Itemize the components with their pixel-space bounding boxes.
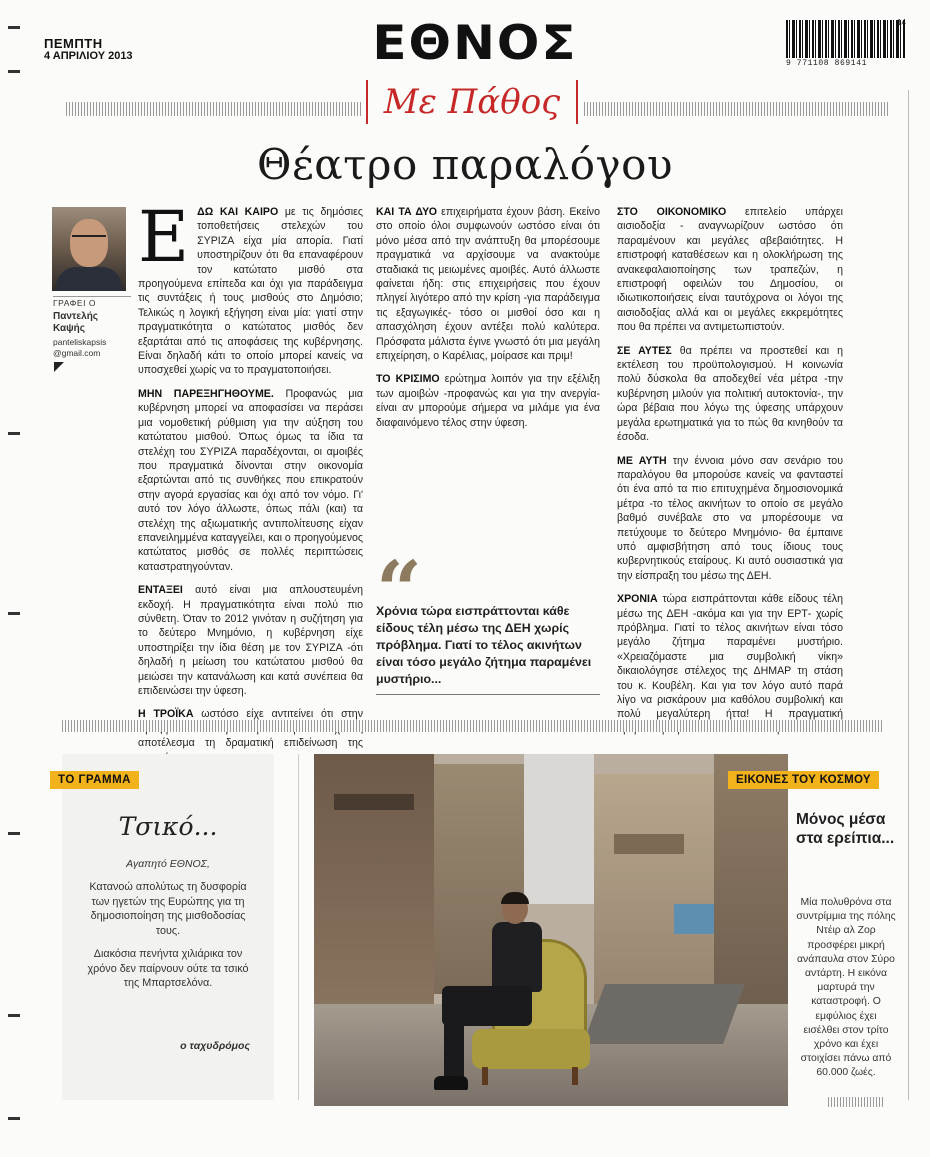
letter-greeting: Αγαπητό ΕΘΝΟΣ, [126, 858, 210, 870]
section-separator [62, 720, 882, 732]
paragraph-lead: Η ΤΡΟΪΚΑ [138, 708, 194, 721]
paragraph-lead: ΜΕ ΑΥΤΗ [617, 454, 667, 467]
author-photo [52, 207, 126, 291]
author-last-name: Καψής [53, 323, 85, 334]
author-face [70, 219, 108, 267]
paragraph-text: θα πρέπει να προστεθεί και η εκτέλεση του προϋπολογισμού. Η κοινωνία πολύ δύσκολα θα αποδεχθεί νέα μέτρα -την κυβέρνηση μιλούν για πολιτική αυτοκτονία-, την ώρα βέβαια που λόγω της ύφεσης υπάρχουν μεγάλα ερωτηματικά για το πώς θα κινηθούν τα έσοδα. [617, 344, 843, 444]
article-paragraph [617, 205, 843, 335]
photo-sky [524, 754, 594, 904]
paragraph-text: ερώτημα λοιπόν για την εξέλιξη των αμοιβών -προφανώς και για την ανεργία- είναι αν μπορούμε σήμερα να μιλάμε για ένα διαφαινόμενο τέλος στην ύφεση. [376, 373, 600, 429]
article-paragraph [138, 387, 363, 574]
news-photo [314, 754, 788, 1106]
paragraph-text: την έννοια μόνο σαν σενάριο του παραλόγου θα μπορούσε κανείς να φανταστεί ότι ένα από τα πιο επιτυχημένα δημοσιονομικά μέτρα -το τέλος ακινήτων το οποίο σε μεγάλο βαθμό συνέβαλε στο να μπορέσουμε να πετύχουμε το δεύτερο Μνημόνιο- θα έμπαινε υπό αμφισβήτηση από τους ίδιους τους κυβερνητικούς εταίρους. Κι αυτό ουσιαστικά για την είσπραξη του μέσω της ΔΕΗ. [617, 454, 843, 582]
barcode [786, 20, 906, 70]
author-email-domain: @gmail.com [53, 348, 101, 358]
column-divider [298, 754, 299, 1100]
newspaper-logo: ΕΘΝΟΣ [372, 15, 578, 71]
author-email-user: panteliskapsis [53, 337, 107, 347]
author-shirt [56, 267, 122, 291]
quote-mark-icon: “ [376, 543, 423, 637]
letter-title: Τσικό... [118, 812, 218, 841]
letter-signature: ο ταχυδρόμος [180, 1040, 250, 1052]
paragraph-text: επιτελείο υπάρχει αισιοδοξία - αναγνωρίζουν ωστόσο ότι παραμένουν και μεγάλες αβεβαιότητες. Η επιστροφή καταθέσεων και η ολοκλήρωση της ανακεφαλαιοποίησης των τραπεζών, η επιστροφή οφειλών του Δημοσίου, οι ιδιωτικοποιήσεις είναι ταυτόχρονα οι λόγοι της αισιοδοξίας αλλά και οι μεγάλες εκκρεμότητες που θα πρέπει να αντιμετωπιστούν. [617, 206, 843, 334]
masthead-date [44, 38, 133, 62]
man-hair [501, 892, 529, 904]
masthead-day: ΠΕΜΠΤΗ [44, 36, 103, 51]
article-paragraph [376, 205, 600, 363]
paragraph-lead: ΔΩ ΚΑΙ ΚΑΙΡΟ [197, 206, 279, 218]
edge-mark [8, 1014, 20, 1017]
pull-quote: Χρόνια τώρα εισπράττονται κάθε είδους τέλη μέσω της ΔΕΗ χωρίς πρόβλημα. Γιατί το τέλος ακινήτων είναι τόσο μεγάλο ζήτημα παραμένει μυστήριο... [376, 604, 592, 686]
paragraph-lead: ΕΝΤΑΞΕΙ [138, 584, 183, 597]
photo-building [594, 774, 714, 1004]
author-arrow-icon [54, 362, 64, 372]
paragraph-text: αυτό είναι μια απλουστευμένη εκδοχή. Η πραγματικότητα είναι πολύ πιο σύνθετη. Όταν το 2012 γινόταν η συζήτηση για το δεύτερο Μνημόνιο, η κυβέρνηση είχε υποστηρίξει την ίδια θέση με τον ΣΥΡΙΖΑ -ότι δηλαδή η μείωση του κατώτατου μισθού θα μειώσει την κατανάλωση και κατά συνέπεια θα επιδεινώσει την ύφεση. [138, 584, 363, 697]
man-torso [492, 922, 542, 992]
photo-building [614, 834, 684, 854]
article-column-3 [617, 205, 843, 745]
edge-mark [8, 26, 20, 29]
armchair-leg [572, 1067, 578, 1085]
author-name [53, 311, 131, 335]
letter-paragraph: Κατανοώ απολύτως τη δυσφορία των ηγετών της Ευρώπης για τη δημοσιοποίηση της μισθοδοσίας τους. [89, 881, 247, 937]
photo-man [434, 894, 544, 1094]
man-shin [444, 1004, 464, 1084]
article-paragraph [617, 592, 843, 736]
article-paragraph [617, 344, 843, 445]
photo-building [334, 794, 414, 810]
section-hatch-right [584, 102, 888, 116]
paragraph-lead: ΜΗΝ ΠΑΡΕΞΗΓΗΘΟΥΜΕ. [138, 387, 274, 400]
edge-mark [8, 832, 20, 835]
article-paragraph [138, 196, 363, 378]
article-paragraph [138, 583, 363, 698]
letter-tag: ΤΟ ΓΡΑΜΜΑ [50, 771, 139, 789]
barcode-bars [786, 20, 906, 58]
paragraph-text: τώρα εισπράττονται κάθε είδους τέλη μέσω της ΔΕΗ -ακόμα και για την ΕΡΤ- χωρίς πρόβλημα. Γιατί το τέλος ακινήτων είναι τόσο μεγάλο ζήτημα παραμένει μυστήριο. «Χρειαζόμαστε μια συμβολική νίκη» δικαιολόγησε στέλεχος της ΔΗΜΑΡ τη στάση του κ. Κουβέλη. Και για τον λόγο αυτό παρά λίγο να ρισκάρουν μια καθόλου συμβολική και πολύ μεγαλύτερη ήττα! Η πραγματική [617, 593, 843, 721]
article-paragraph [617, 454, 843, 584]
author-email[interactable] [53, 337, 131, 359]
paragraph-text: ωστόσο είχε αντιτείνει ότι στην αποτέλεσμα τη δραματική επιδείνωση της [138, 708, 363, 750]
author-first-name: Παντελής [53, 311, 99, 322]
article-column-1 [138, 196, 363, 774]
drop-cap: Ε [138, 196, 190, 278]
article-paragraph [376, 372, 600, 430]
edge-mark [8, 1117, 20, 1120]
paragraph-text: Προφανώς μια κυβέρνηση μπορεί να αποφασίσει να περάσει μια νομοθετική ρύθμιση για την αύξηση του κατώτατου μισθού. Όπως όμως τα ίδια τα στελέχη του ΣΥΡΙΖΑ παραδέχονται, οι αμοιβές που πραγματικά δίνονται στην οικονομία εξαρτώνται από τις συνθήκες που επικρατούν στην αγορά εργασίας και όχι από τον νόμο. Γι' αυτό τον λόγο άλλωστε, όπως πάλι (και) τα στελέχη της αξιωματικής αντιπολίτευσης είχαν επανειλημμένα καταγγείλει, και ο προηγούμενος κατώτατος μισθός σε πολλές περιπτώσεις καταστρατηγούνταν. [138, 387, 363, 573]
section-hatch-left [66, 102, 362, 116]
page-rule [908, 90, 909, 1100]
photo-debris [583, 984, 745, 1044]
author-role: ΓΡΑΦΕΙ Ο [53, 296, 131, 309]
edge-mark [8, 612, 20, 615]
paragraph-lead: ΤΟ ΚΡΙΣΙΜΟ [376, 373, 440, 386]
author-info [53, 296, 131, 359]
photo-building [314, 754, 434, 1014]
pull-quote-rule [376, 694, 600, 695]
paragraph-lead: ΧΡΟΝΙΑ [617, 593, 658, 606]
author-glasses [72, 235, 106, 241]
edge-mark [8, 70, 20, 73]
article-column-2 [376, 205, 600, 439]
man-boot [434, 1076, 468, 1090]
photo-graffiti [674, 904, 714, 934]
paragraph-lead: ΣΕ ΑΥΤΕΣ [617, 344, 672, 357]
barcode-digits: 9 771108 869141 [786, 59, 868, 68]
caption-hatch [828, 1097, 884, 1107]
section-label: Με Πάθος [366, 80, 578, 124]
photo-building [714, 754, 788, 1004]
paragraph-text: επιχειρήματα έχουν βάση. Εκείνο στο οποίο όλοι συμφωνούν ωστόσο είναι ότι μόνο μέσα από την ανάπτυξη θα μπορέσουμε πραγματικά να αρχίσουμε να ανακτούμε σταδιακά τις μειωμένες αμοιβές. Αυτό άλλωστε φαίνεται ήδη: στις επιχειρήσεις που έχουν πληγεί λιγότερο από την κρίση -για παράδειγμα τις εξαγωγικές- τόσο οι μισθοί όσο και η απασχόληση έχουν αντέξει πολύ καλύτερα. Πρόσφατα μάλιστα έγινε γνωστό ότι μια μεγάλη επιχείρηση, ο Καρέλιας, μοίρασε και πριμ! [376, 206, 600, 363]
photo-title: Μόνος μέσα στα ερείπια... [796, 811, 895, 847]
article-headline: Θέατρο παραλόγου [257, 140, 673, 189]
letter-body [82, 880, 254, 1000]
paragraph-lead: ΚΑΙ ΤΑ ΔΥΟ [376, 206, 437, 218]
paragraph-text: με τις δημόσιες τοποθετήσεις στελεχών του ΣΥΡΙΖΑ είχα μία απορία. Γιατί υποστηρίζουν ότι θα επαναφέρουν τον κατώτατο μισθό στα προηγούμενα επίπεδα και όχι για παράδειγμα τις συντάξεις ή τους μισθούς στο Δημόσιο; Τελικώς η λογική εξήγηση είναι μία: γιατί στην πραγματικότητα ο κατώτατος μισθός δεν εξαρτάται από τις αποφάσεις της κυβέρνησης. Είναι δηλαδή κάτι το οποίο μπορεί κανείς να υποσχεθεί χωρίς να το πραγματοποιήσει. [138, 206, 363, 377]
masthead-full-date: 4 ΑΠΡΙΛΙΟΥ 2013 [44, 50, 133, 62]
edge-mark [8, 432, 20, 435]
letter-paragraph: Διακόσια πενήντα χιλιάρικα τον χρόνο δεν παίρνουν ούτε τα τσικό της Μπαρτσελόνα. [87, 948, 249, 989]
photo-tag: ΕΙΚΟΝΕΣ ΤΟΥ ΚΟΣΜΟΥ [728, 771, 879, 789]
barcode-issue-code: 14 [897, 18, 906, 27]
photo-caption: Μία πολυθρόνα στα συντρίμμια της πόλης Ντέιρ αλ Ζορ προσφέρει μικρή ανάπαυλα στον Σύρο αντάρτη. Η εικόνα μαρτυρά την καταστροφή. Ο εμφύλιος έχει εισέλθει στον τρίτο χρόνο και έχει στοιχίσει πάνω από 60.000 ζωές. [796, 897, 896, 1079]
paragraph-lead: ΣΤΟ ΟΙΚΟΝΟΜΙΚΟ [617, 206, 727, 218]
